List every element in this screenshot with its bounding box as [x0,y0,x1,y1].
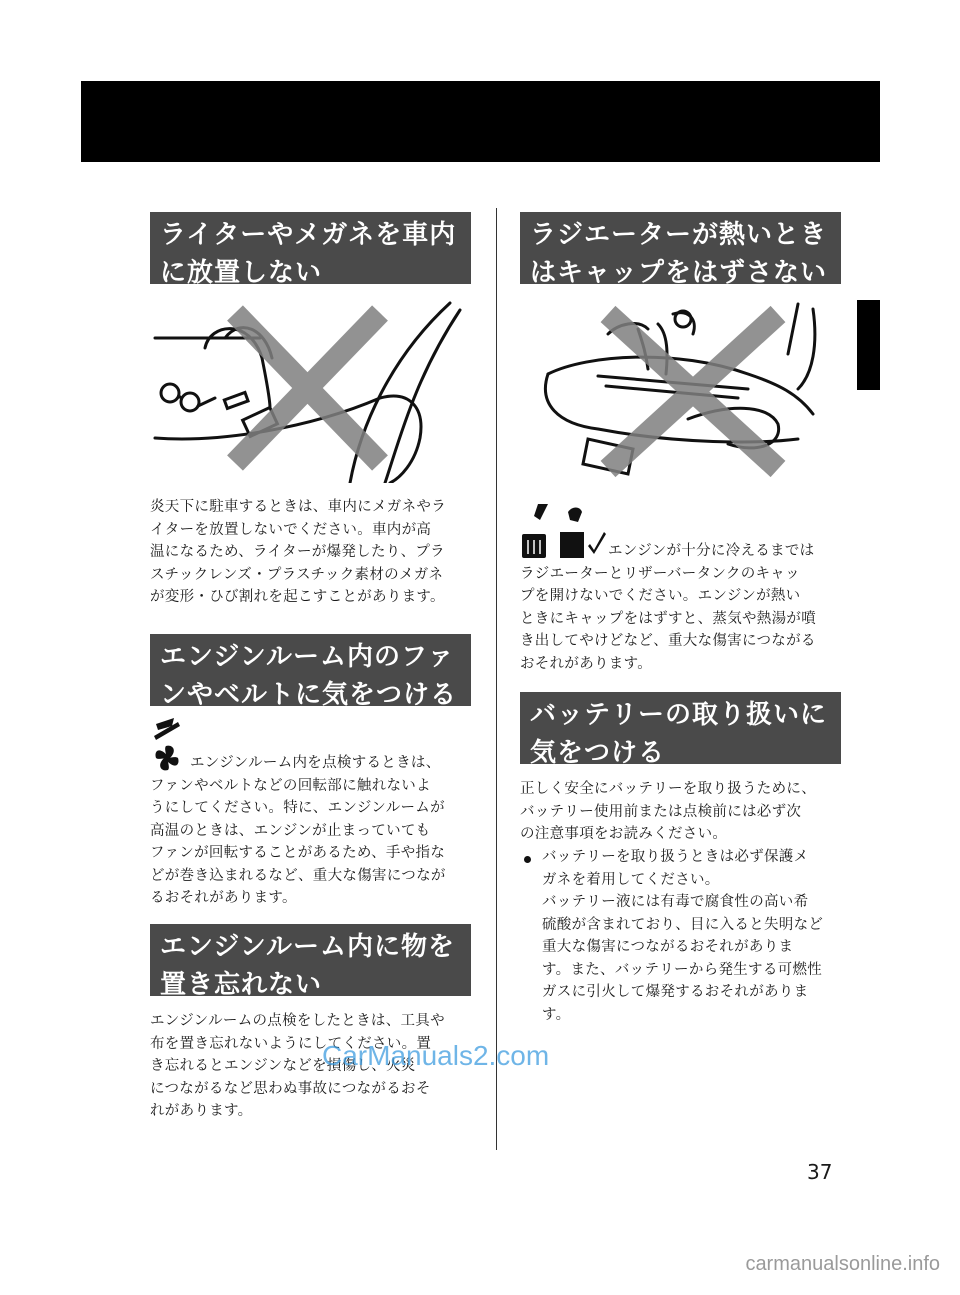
heading-radiator-cap: ラジエーターが熱いとき はキャップをはずさない [520,212,841,284]
lighter-glasses-illustration [150,298,480,483]
radiator-steam-illustration [528,294,840,484]
bullet-dot [524,856,531,863]
paragraph-lighter-glasses: 炎天下に駐車するときは、車内にメガネやラ イターを放置しないでください。車内が高 温になるため、ライターが爆発したり、プラ スチックレンズ・プラスチック素材のメガネ が変形・ひび割れを起こすことがあります。 [150,499,446,605]
heading-battery-handling: バッテリーの取り扱いに 気をつける [520,692,841,764]
paragraph-forget-items: エンジンルームの点検をしたときは、工具や 布を置き忘れないようにしてください。置 き忘れるとエンジンなどを損傷し、火災 につながるなど思わぬ事故につながるおそ れがあります。 [150,1013,445,1119]
watermark-text: CarManuals2.com [322,1040,550,1071]
top-header-bar [81,81,880,162]
bullet-battery-goggles: バッテリーを取り扱うときは必ず保護メ ガネを着用してください。 バッテリー液には有毒で腐食性の高い希 硫酸が含まれており、目に入ると失明など 重大な傷害につながるおそれがありま す。また、バッテリーから発生する可燃性 ガスに引火して爆発するおそれがありま す。 [542,849,824,1023]
paragraph-battery-intro: 正しく安全にバッテリーを取り扱うために、 バッテリー使用前または点検前には必ず次 の注意事項をお読みください。 [520,781,816,842]
column-divider [496,208,497,1150]
heading-fan-belt: エンジンルーム内のファ ンやベルトに気をつける [150,634,471,706]
heading-lighter-glasses: ライターやメガネを車内 に放置しない [150,212,471,284]
footer-watermark: carmanualsonline.info [745,1253,940,1275]
page-number: 37 [807,1160,833,1184]
section-thumb-tab [857,300,880,390]
paragraph-fan-belt: エンジンルーム内を点検するときは、 ファンやベルトなどの回転部に触れないよ うにしてください。特に、エンジンルームが 高温のときは、エンジンが止まっていても ファンが回転することがあるため、手や指な どが巻き込まれるなど、重大な傷害につなが るおそれがあります。 [150,755,446,906]
heading-forget-items: エンジンルーム内に物を 置き忘れない [150,924,471,996]
paragraph-radiator-cap: エンジンが十分に冷えるまでは ラジエーターとリザーバータンクのキャッ プを開けないでください。エンジンが熱い ときにキャップをはずすと、蒸気や熱湯が噴 き出してやけどなど、重大な傷害につながる おそれがあります。 [520,543,816,672]
